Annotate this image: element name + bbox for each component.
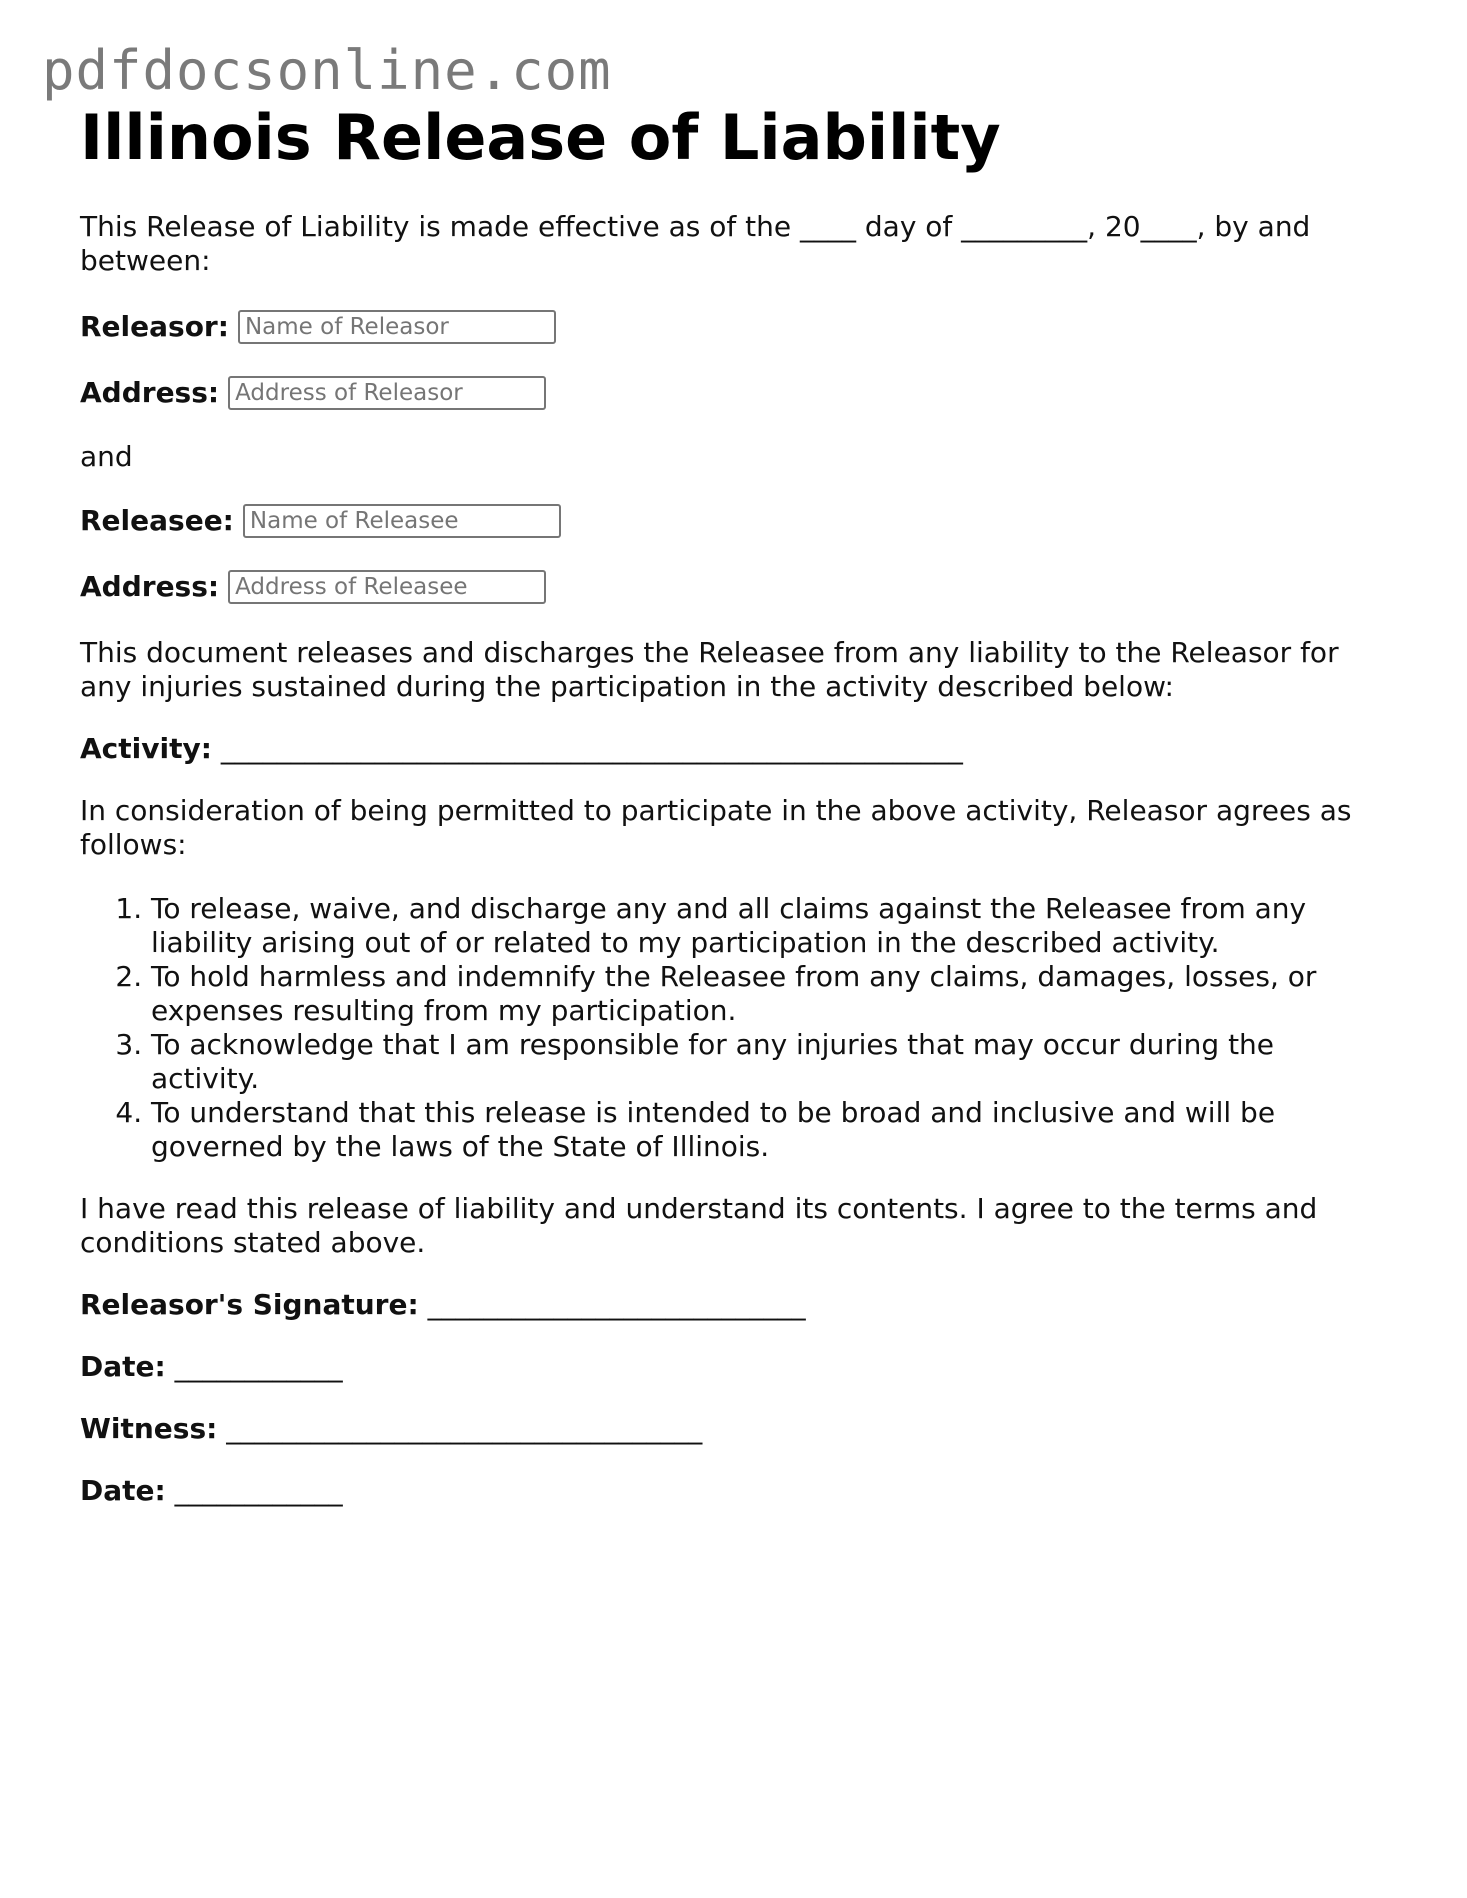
terms-list [80,892,1380,1164]
releasor-signature-line [80,1288,1380,1322]
witness-label: Witness: [80,1412,218,1445]
date-blank-2: ____________ [174,1474,343,1507]
acknowledgement-paragraph: I have read this release of liability and understand its contents. I agree to the terms and conditions stated above. [80,1192,1318,1259]
releasor-signature-label: Releasor's Signature: [80,1288,419,1321]
release-paragraph: This document releases and discharges the Releasee from any liability to the Releasor for any injuries sustained during the participation in the activity described below: [80,636,1339,703]
releasee-label: Releasee: [80,504,234,537]
releasee-address-row [80,570,1380,604]
releasor-signature-blank: ___________________________ [427,1288,806,1321]
activity-line [80,732,1380,766]
date-label-1: Date: [80,1350,166,1383]
signature-block [80,1288,1380,1508]
releasor-address-label: Address: [80,376,220,409]
watermark: pdfdocsonline.com [42,39,612,102]
witness-blank: __________________________________ [226,1412,703,1445]
releasor-address-input[interactable] [228,376,546,410]
date-blank-1: ____________ [174,1350,343,1383]
and-text: and [80,440,133,473]
releasor-row [80,310,1380,344]
date-line-2 [80,1474,1380,1508]
term-item: 1. To release, waive, and discharge any and all claims against the Releasee from any liability arising out of or related to my participation in the described activity. [151,892,1380,960]
document-page [80,98,1380,1536]
page-title: Illinois Release of Liability [80,101,1001,174]
releasee-name-input[interactable] [243,504,561,538]
intro-paragraph: This Release of Liability is made effective as of the ____ day of _________, 20____, by and between: [80,210,1311,277]
releasee-address-label: Address: [80,570,220,603]
date-label-2: Date: [80,1474,166,1507]
date-line-1 [80,1350,1380,1384]
activity-label: Activity: [80,732,212,765]
releasee-address-input[interactable] [228,570,546,604]
releasor-address-row [80,376,1380,410]
activity-blank: _____________________________________________________ [220,732,963,765]
releasor-label: Releasor: [80,310,229,343]
releasor-name-input[interactable] [238,310,556,344]
consideration-paragraph: In consideration of being permitted to participate in the above activity, Releasor agrees as follows: [80,794,1352,861]
term-item: 2. To hold harmless and indemnify the Releasee from any claims, damages, losses, or expenses resulting from my participation. [151,960,1380,1028]
term-item: 4. To understand that this release is intended to be broad and inclusive and will be governed by the laws of the State of Illinois. [151,1096,1380,1164]
witness-line [80,1412,1380,1446]
term-item: 3. To acknowledge that I am responsible for any injuries that may occur during the activity. [151,1028,1380,1096]
releasee-row [80,504,1380,538]
